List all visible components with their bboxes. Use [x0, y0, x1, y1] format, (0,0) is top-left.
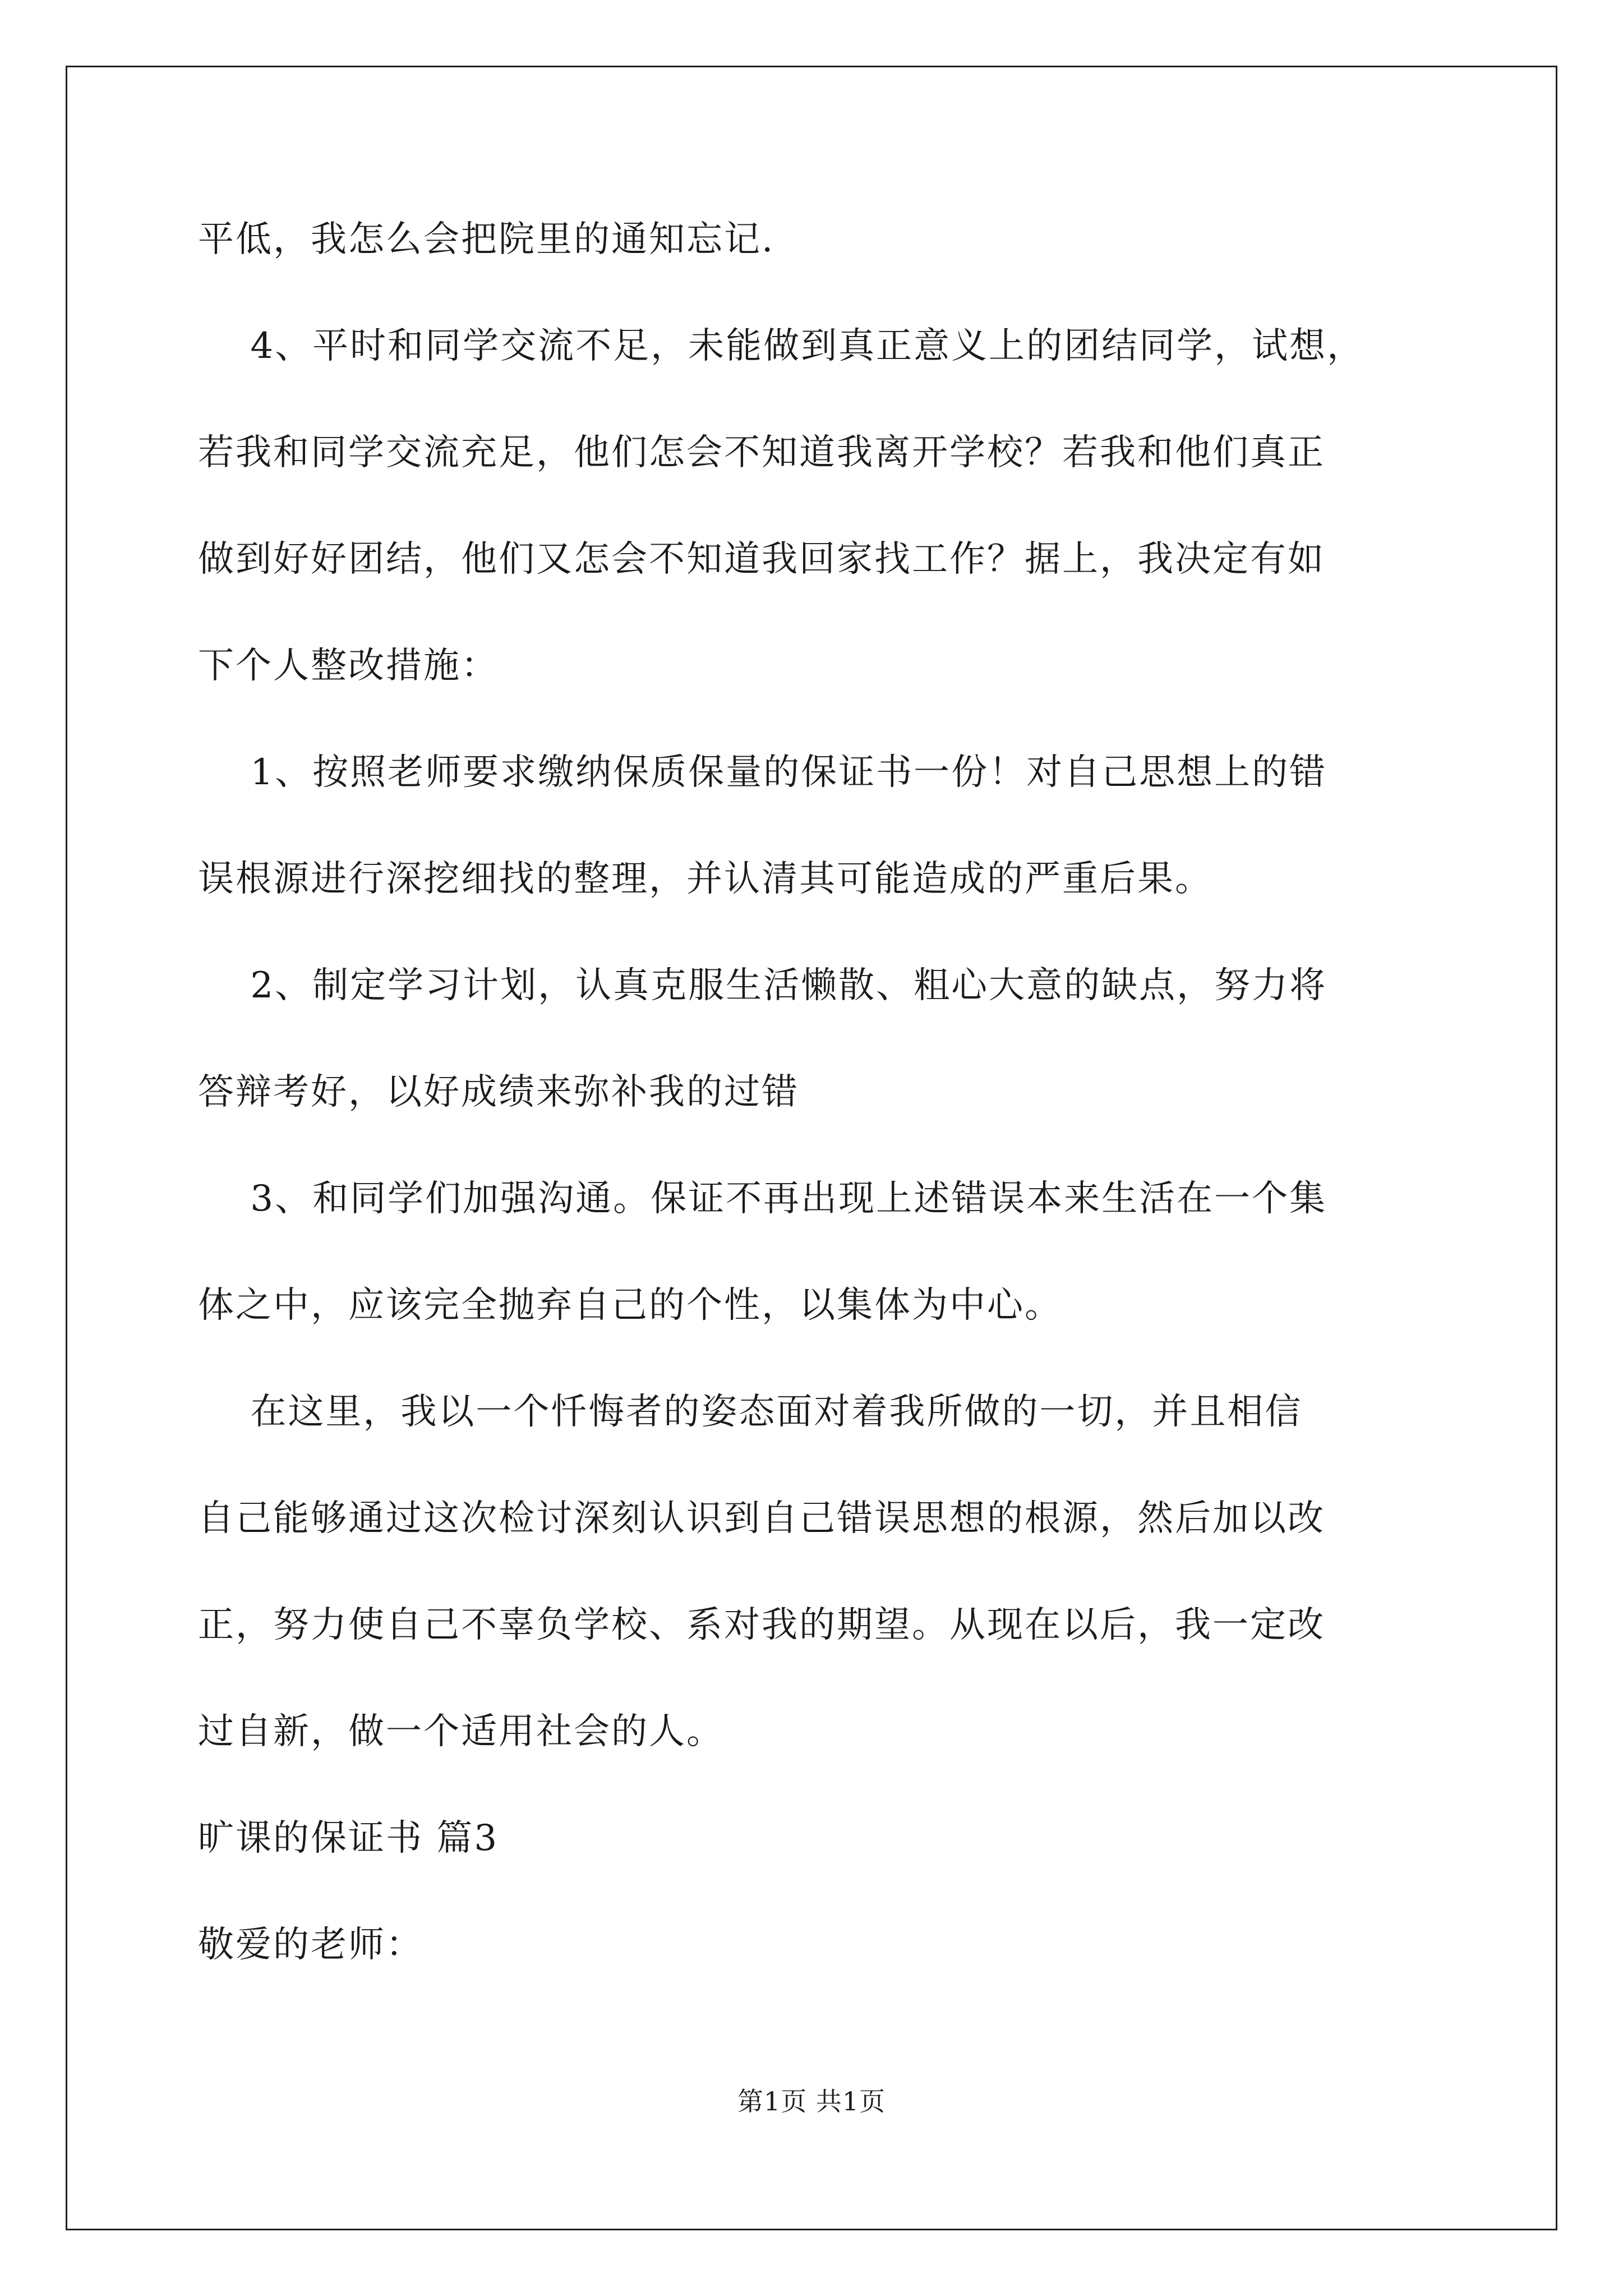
text-line: 1、按照老师要求缴纳保质保量的保证书一份！对自己思想上的错: [198, 752, 1327, 793]
text-line: 过自新，做一个适用社会的人。: [198, 1711, 724, 1752]
section-heading: 旷课的保证书 篇3: [198, 1818, 499, 1859]
text-line: 2、制定学习计划，认真克服生活懒散、粗心大意的缺点，努力将: [198, 965, 1327, 1006]
text-line: 下个人整改措施：: [198, 645, 499, 687]
text-line: 平低，我怎么会把院里的通知忘记.: [198, 219, 775, 260]
text-line: 自己能够通过这次检讨深刻认识到自己错误思想的根源，然后加以改: [198, 1498, 1325, 1539]
page-footer: 第1页 共1页: [737, 2086, 886, 2116]
text-line: 4、平时和同学交流不足，未能做到真正意义上的团结同学，试想，: [198, 325, 1365, 367]
text-line: 答辩考好，以好成绩来弥补我的过错: [198, 1071, 799, 1113]
text-line: 误根源进行深挖细找的整理，并认清其可能造成的严重后果。: [198, 858, 1212, 900]
text-line: 若我和同学交流充足，他们怎会不知道我离开学校？若我和他们真正: [198, 432, 1325, 473]
text-line: 在这里，我以一个忏悔者的姿态面对着我所做的一切，并且相信: [198, 1391, 1303, 1433]
page-border: [66, 66, 1557, 2230]
text-line: 做到好好团结，他们又怎会不知道我回家找工作？据上，我决定有如: [198, 539, 1325, 580]
text-line: 体之中，应该完全抛弃自己的个性，以集体为中心。: [198, 1285, 1062, 1326]
text-line: 正，努力使自己不辜负学校、系对我的期望。从现在以后，我一定改: [198, 1604, 1325, 1646]
text-line: 3、和同学们加强沟通。保证不再出现上述错误本来生活在一个集: [198, 1178, 1327, 1220]
salutation: 敬爱的老师：: [198, 1924, 423, 1966]
